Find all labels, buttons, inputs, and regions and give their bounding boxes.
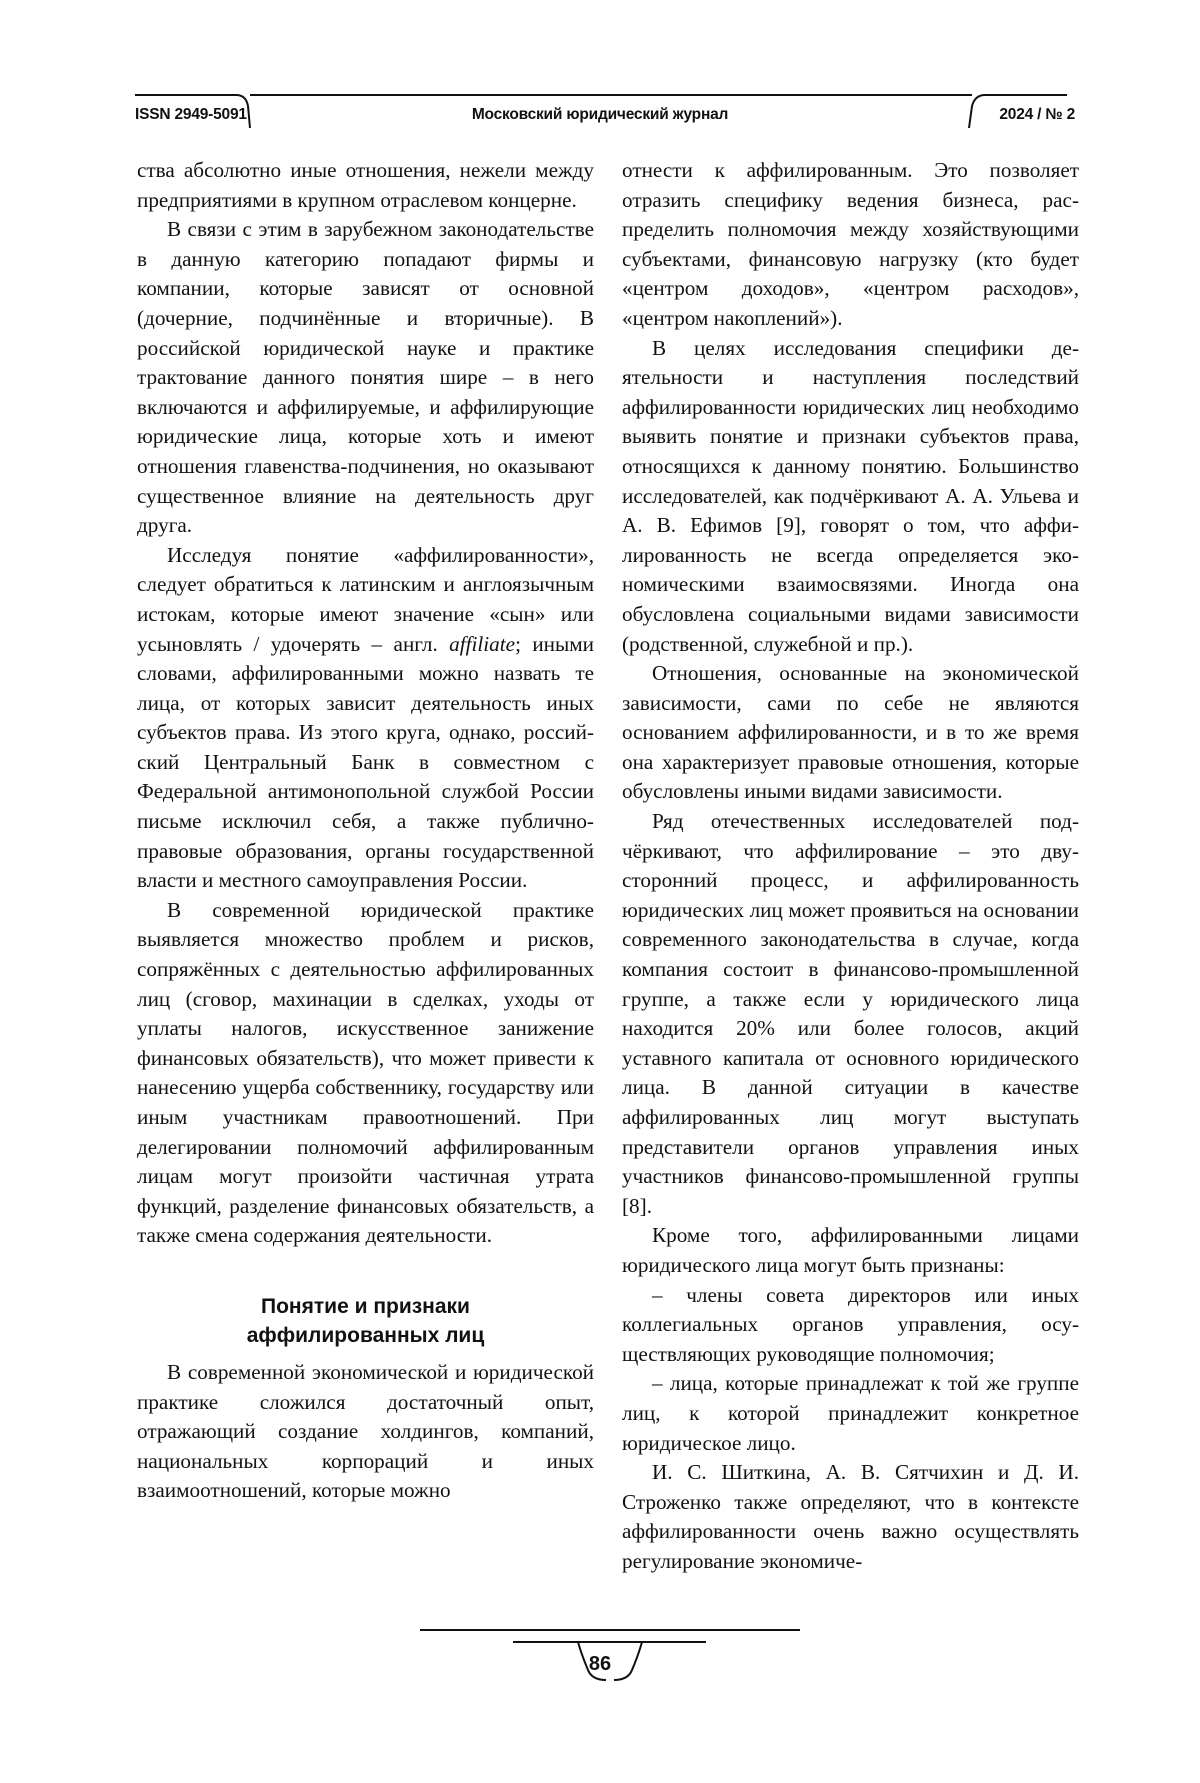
paragraph: Ряд отечественных исследователей подчёркивают, что аффилирование – это двусторонний процесс, и аффилированность юридических лиц может проявиться на основании современного законодательства в случае, когда компания состоит в финансово-промышленной группе, а также если у юридического лица находится 20% или более голосов, акций уставного капитала от основного юридического лица. В данной ситуации в качестве аффилированных лиц могут выступать представители органов управления иных участников финансово-промышленной группы [8]. [622,809,1079,1218]
paragraph-text: ; иными словами, аффилированными можно назвать те лица, от которых зависит деятельность иных субъектов права. Из этого круга, однако, российский Центральный Банк в совместном с Федеральной антимонопольной службой России письме исключил себя, а также публично-правовые образования, органы государственной власти и местного самоуправления России. [137,631,595,893]
paragraph: Отношения, основанные на экономической зависимости, сами по себе не являются основанием аффилированности, и в то же время она характеризует правовые отношения, которые обусловлены иными видами зависимости. [622,661,1079,804]
issue-label: 2024 / № 2 [999,106,1075,123]
paragraph: И. С. Шиткина, А. В. Сятчихин и Д. И. Строженко также определяют, что в контексте аффилированности очень важно осуществлять регулирование экономиче- [622,1460,1079,1573]
paragraph-text: Исследуя понятие «аффилированности», следует обратиться к латинским и англоязычным истокам, которые имеют значение «сын» или усыновлять / удочерять – англ. [137,542,594,656]
paragraph [137,541,594,896]
issn-label: ISSN 2949-5091 [135,106,247,123]
paragraph: В современной юридической практике выявляется множество проблем и рисков, сопряжённых с деятельностью аффилированных лиц (сговор, махинации в сделках, уходы от уплаты налогов, искусственное занижение финансовых обязательств), что может привести к нанесению ущерба собственнику, государству или иным участникам правоотношений. При делегировании полномочий аффилированным лицам могут произойти частичная утрата функций, разделение финансовых обязательств, а также смена содержания деятельности. [137,897,594,1248]
section-heading-line: аффилированных лиц [246,1323,485,1347]
paragraph: ства абсолютно иные отношения, нежели между предприятиями в крупном отраслевом концерне. [137,158,594,212]
page-header [0,0,1200,150]
journal-title: Московский юридический журнал [471,106,729,123]
list-item: – члены совета директоров или иных коллегиальных органов управления, осуществляющих руководящие полномочия; [622,1282,1079,1366]
page-footer [0,1620,1200,1720]
header-rule [0,0,1200,150]
list-item: – лица, которые принадлежат к той же группе лиц, к которой принадлежит конкретное юридическое лицо. [622,1371,1079,1455]
foreign-term: affiliate [449,631,516,656]
paragraph: В современной экономической и юридической практике сложился достаточный опыт, отражающий создание холдингов, компаний, национальных корпораций и иных взаимоотношений, которые можно [137,1359,594,1503]
page-number: 86 [588,1653,612,1675]
right-column [622,156,1079,1577]
left-column [137,156,594,1506]
paragraph: отнести к аффилированным. Это позволяет отразить специфику ведения бизнеса, распределить полномочия между хозяйствующими субъектами, финансовую нагрузку (кто будет «центром доходов», «центром расходов», «центром накоплений»). [622,158,1079,330]
section-heading-line: Понятие и признаки [261,1294,470,1318]
section-heading [137,1292,594,1350]
paragraph: В связи с этим в зарубежном законодательстве в данную категорию попадают фирмы и компании, которые зависят от основной (дочерние, подчинённые и вторичные). В российской юридической науке и практике трактование данного понятия шире – в него включаются и аффилируемые, и аффилирующие юридические лица, которые хоть и имеют отношения главенства-подчинения, но оказывают существенное влияние на деятельность друг друга. [137,217,594,538]
paragraph: В целях исследования специфики деятельности и наступления последствий аффилированности юридических лиц необходимо выявить понятие и признаки субъектов права, относящихся к данному понятию. Большинство исследователей, как подчёркивают А. А. Ульева и А. В. Ефимов [9], говорят о том, что аффилированность не всегда определяется экономическими взаимосвязями. Иногда она обусловлена социальными видами зависимости (родственной, служебной и пр.). [622,335,1079,656]
paragraph: Кроме того, аффилированными лицами юридического лица могут быть признаны: [622,1223,1079,1277]
